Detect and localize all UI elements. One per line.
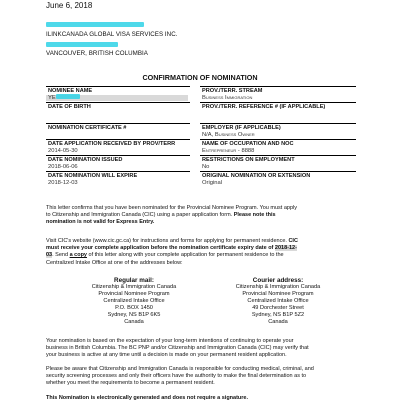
- recipient-city: VANCOUVER, BRITISH COLUMBIA: [46, 50, 148, 57]
- nominee-name-value: YE: [48, 95, 56, 101]
- p1-line1: This letter confirms that you have been nominated for the Provincial Nominee Program. You must apply: [46, 205, 297, 211]
- date-expire-label: DATE NOMINATION WILL EXPIRE: [48, 173, 138, 179]
- original-cell: [200, 171, 356, 187]
- letter-date: June 6, 2018: [46, 1, 93, 10]
- p2-line4: Centralized Intake Office at one of the addresses below:: [46, 259, 183, 266]
- stream-label: PROV./TERR. STREAM: [202, 88, 263, 94]
- regular-mail-address: [74, 277, 194, 325]
- redaction-bar: [46, 42, 118, 47]
- p1-line3: nomination is not valid for Express Entry.: [46, 219, 155, 226]
- date-received-cell: [46, 139, 190, 155]
- certificate-label: NOMINATION CERTIFICATE #: [48, 125, 127, 131]
- p1-emphasis: Please note this: [233, 212, 276, 219]
- recipient-company: ILINKCANADA GLOBAL VISA SERVICES INC.: [46, 31, 178, 38]
- paragraph-instructions: Visit CIC's website (www.cic.gc.ca) for instructions and forms for applying for permanent residence. CIC must receive your complete application before the nomination certificate expiry date of 2018-12- 03. Send a copy of this letter along with your complete application for permanent residence to the Centralized Intake Office at one of the addresses below:: [46, 238, 298, 266]
- restrictions-cell: [200, 155, 356, 171]
- courier-heading: Courier address:: [252, 277, 304, 284]
- occupation-label: NAME OF OCCUPATION AND NOC: [202, 141, 294, 147]
- date-received-value: 2014-05-30: [48, 148, 78, 154]
- page-title: CONFIRMATION OF NOMINATION: [142, 73, 258, 82]
- employer-cell: [200, 123, 356, 139]
- p2-line2: must receive your complete application before the nomination certificate expiry date of: [46, 245, 275, 252]
- paragraph-screening: Please be aware that Citizenship and Immigration Canada is responsible for conducting medical, criminal, and security screening processes and only their officers have the authority to make the final determination as to whether you meet the requirements to become a permanent resident.: [46, 366, 314, 387]
- p2-copy: a copy: [69, 252, 87, 259]
- date-expire-cell: [46, 171, 190, 187]
- p2-line1: Visit CIC's website (www.cic.gc.ca) for instructions and forms for applying for permanent residence.: [46, 238, 289, 244]
- dob-cell: [46, 102, 190, 118]
- restrictions-value: No: [202, 164, 210, 170]
- p2-expiry-b: 03: [46, 252, 53, 259]
- restrictions-label: RESTRICTIONS ON EMPLOYMENT: [202, 157, 295, 163]
- paragraph-signature-note: This Nomination is electronically generated and does not require a signature.: [46, 395, 249, 400]
- regular-mail-heading: Regular mail:: [114, 277, 154, 284]
- date-issued-cell: [46, 155, 190, 171]
- occupation-value: Entrepreneur - 8888: [202, 148, 255, 154]
- employer-label: EMPLOYER (IF APPLICABLE): [202, 125, 281, 131]
- stream-value: Business Immigration: [202, 95, 253, 101]
- paragraph-confirmation: [46, 205, 358, 227]
- courier-body: Citizenship & Immigration Canada Provincial Nominee Program Centralized Intake Office 49 Dorchester Street Sydney, NS B1P 5Z2 Canada: [235, 284, 321, 325]
- p1-line2: to Citizenship and Immigration Canada (CIC) using a paper application form.: [46, 212, 234, 219]
- employer-value: N/A, Business Owner: [202, 132, 255, 138]
- regular-mail-body: Citizenship & Immigration Canada Provincial Nominee Program Centralized Intake Office P.O. BOX 1450 Sydney, NS B1P 6K5 Canada: [91, 284, 177, 325]
- date-issued-label: DATE NOMINATION ISSUED: [48, 157, 123, 163]
- reference-cell: [200, 102, 356, 118]
- paragraph-business: Your nomination is based on the expectation of your long-term intentions of continuing to operate your business in British Columbia. The BC PNP and/or Citizenship and Immigration Canada (CIC) may verify that your business is active at any time until a decision is made on your permanent resident application.: [46, 338, 309, 359]
- reference-label: PROV./TERR. REFERENCE # (IF APPLICABLE): [202, 104, 326, 110]
- original-value: Original: [202, 180, 222, 186]
- date-expire-value: 2018-12-03: [48, 180, 78, 186]
- dob-label: DATE OF BIRTH: [48, 104, 91, 110]
- date-issued-value: 2018-06-06: [48, 164, 78, 170]
- date-received-label: DATE APPLICATION RECEIVED BY PROV/TERR: [48, 141, 176, 147]
- p2-expiry-a: 2018-12-: [274, 245, 297, 252]
- certificate-cell: [46, 123, 190, 139]
- original-label: ORIGINAL NOMINATION OR EXTENSION: [202, 173, 311, 179]
- stream-cell: [200, 86, 356, 102]
- courier-address: [218, 277, 338, 325]
- nominee-name-label: NOMINEE NAME: [48, 88, 93, 94]
- p2-cic: CIC: [288, 238, 298, 244]
- redaction-bar: [46, 22, 144, 27]
- occupation-cell: [200, 139, 356, 155]
- redaction-bar: [56, 94, 80, 99]
